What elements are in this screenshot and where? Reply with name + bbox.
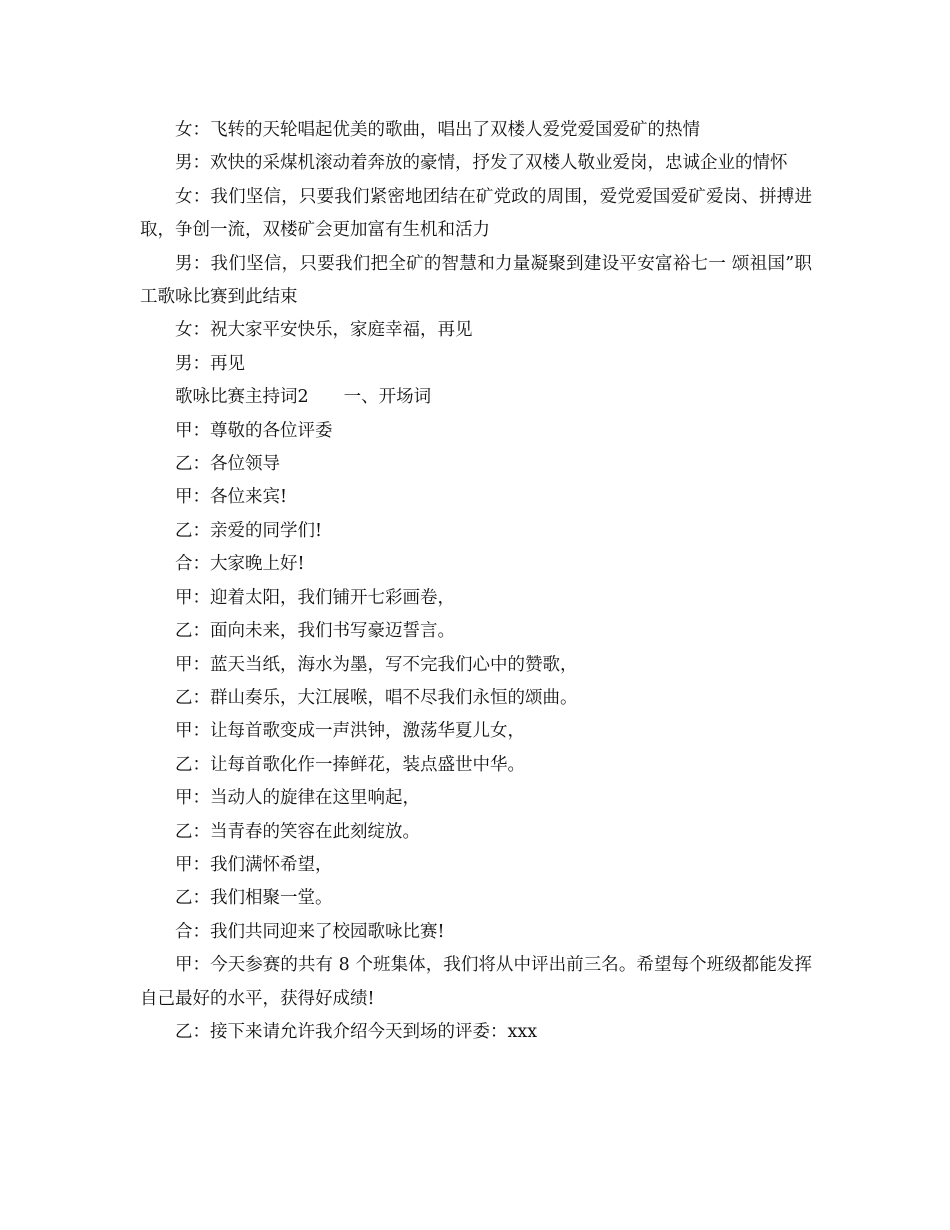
- paragraph: 甲：蓝天当纸，海水为墨，写不完我们心中的赞歌，: [175, 654, 578, 675]
- paragraph: 乙：当青春的笑容在此刻绽放。: [175, 821, 420, 842]
- paragraph: 甲：今天参赛的共有 8 个班集体，我们将从中评出前三名。希望每个班级都能发挥自己最好的水平，获得好成绩!: [140, 955, 812, 1009]
- paragraph: 甲：迎着太阳，我们铺开七彩画卷，: [175, 587, 455, 608]
- paragraph: 乙：亲爱的同学们!: [175, 520, 323, 541]
- paragraph: 甲：让每首歌变成一声洪钟，激荡华夏儿女，: [175, 721, 525, 742]
- paragraph: 女：祝大家平安快乐，家庭幸福，再见: [175, 320, 473, 341]
- paragraph: 乙：让每首歌化作一捧鲜花，装点盛世中华。: [175, 754, 525, 775]
- paragraph: 男：欢快的采煤机滚动着奔放的豪情，抒发了双楼人敬业爱岗，忠诚企业的情怀: [175, 153, 788, 174]
- paragraph: 乙：各位领导: [175, 454, 280, 475]
- document-body: [140, 114, 812, 1049]
- paragraph: 甲：我们满怀希望，: [175, 854, 333, 875]
- paragraph: 乙：我们相聚一堂。: [175, 888, 333, 909]
- paragraph: 甲：各位来宾!: [175, 487, 288, 508]
- paragraph: 甲：尊敬的各位评委: [175, 420, 333, 441]
- paragraph: 合：我们共同迎来了校园歌咏比赛!: [175, 921, 445, 942]
- paragraph: 合：大家晚上好!: [175, 554, 305, 575]
- paragraph: 乙：面向未来，我们书写豪迈誓言。: [175, 621, 455, 642]
- paragraph: 男：再见: [175, 353, 245, 374]
- paragraph: 乙：接下来请允许我介绍今天到场的评委：xxx: [175, 1021, 538, 1042]
- paragraph: 男：我们坚信，只要我们把全矿的智慧和力量凝聚到建设平安富裕七一 颂祖国”职工歌咏比赛到此结束: [140, 253, 812, 308]
- paragraph: 女：我们坚信，只要我们紧密地团结在矿党政的周围，爱党爱国爱矿爱岗、拼搏进取，争创一流，双楼矿会更加富有生机和活力: [140, 186, 812, 241]
- section-heading: 歌咏比赛主持词2 一、开场词: [175, 387, 432, 408]
- paragraph: 甲：当动人的旋律在这里响起，: [175, 788, 420, 809]
- paragraph: 女：飞转的天轮唱起优美的歌曲，唱出了双楼人爱党爱国爱矿的热情: [175, 120, 700, 140]
- paragraph: 乙：群山奏乐，大江展喉，唱不尽我们永恒的颂曲。: [175, 687, 578, 708]
